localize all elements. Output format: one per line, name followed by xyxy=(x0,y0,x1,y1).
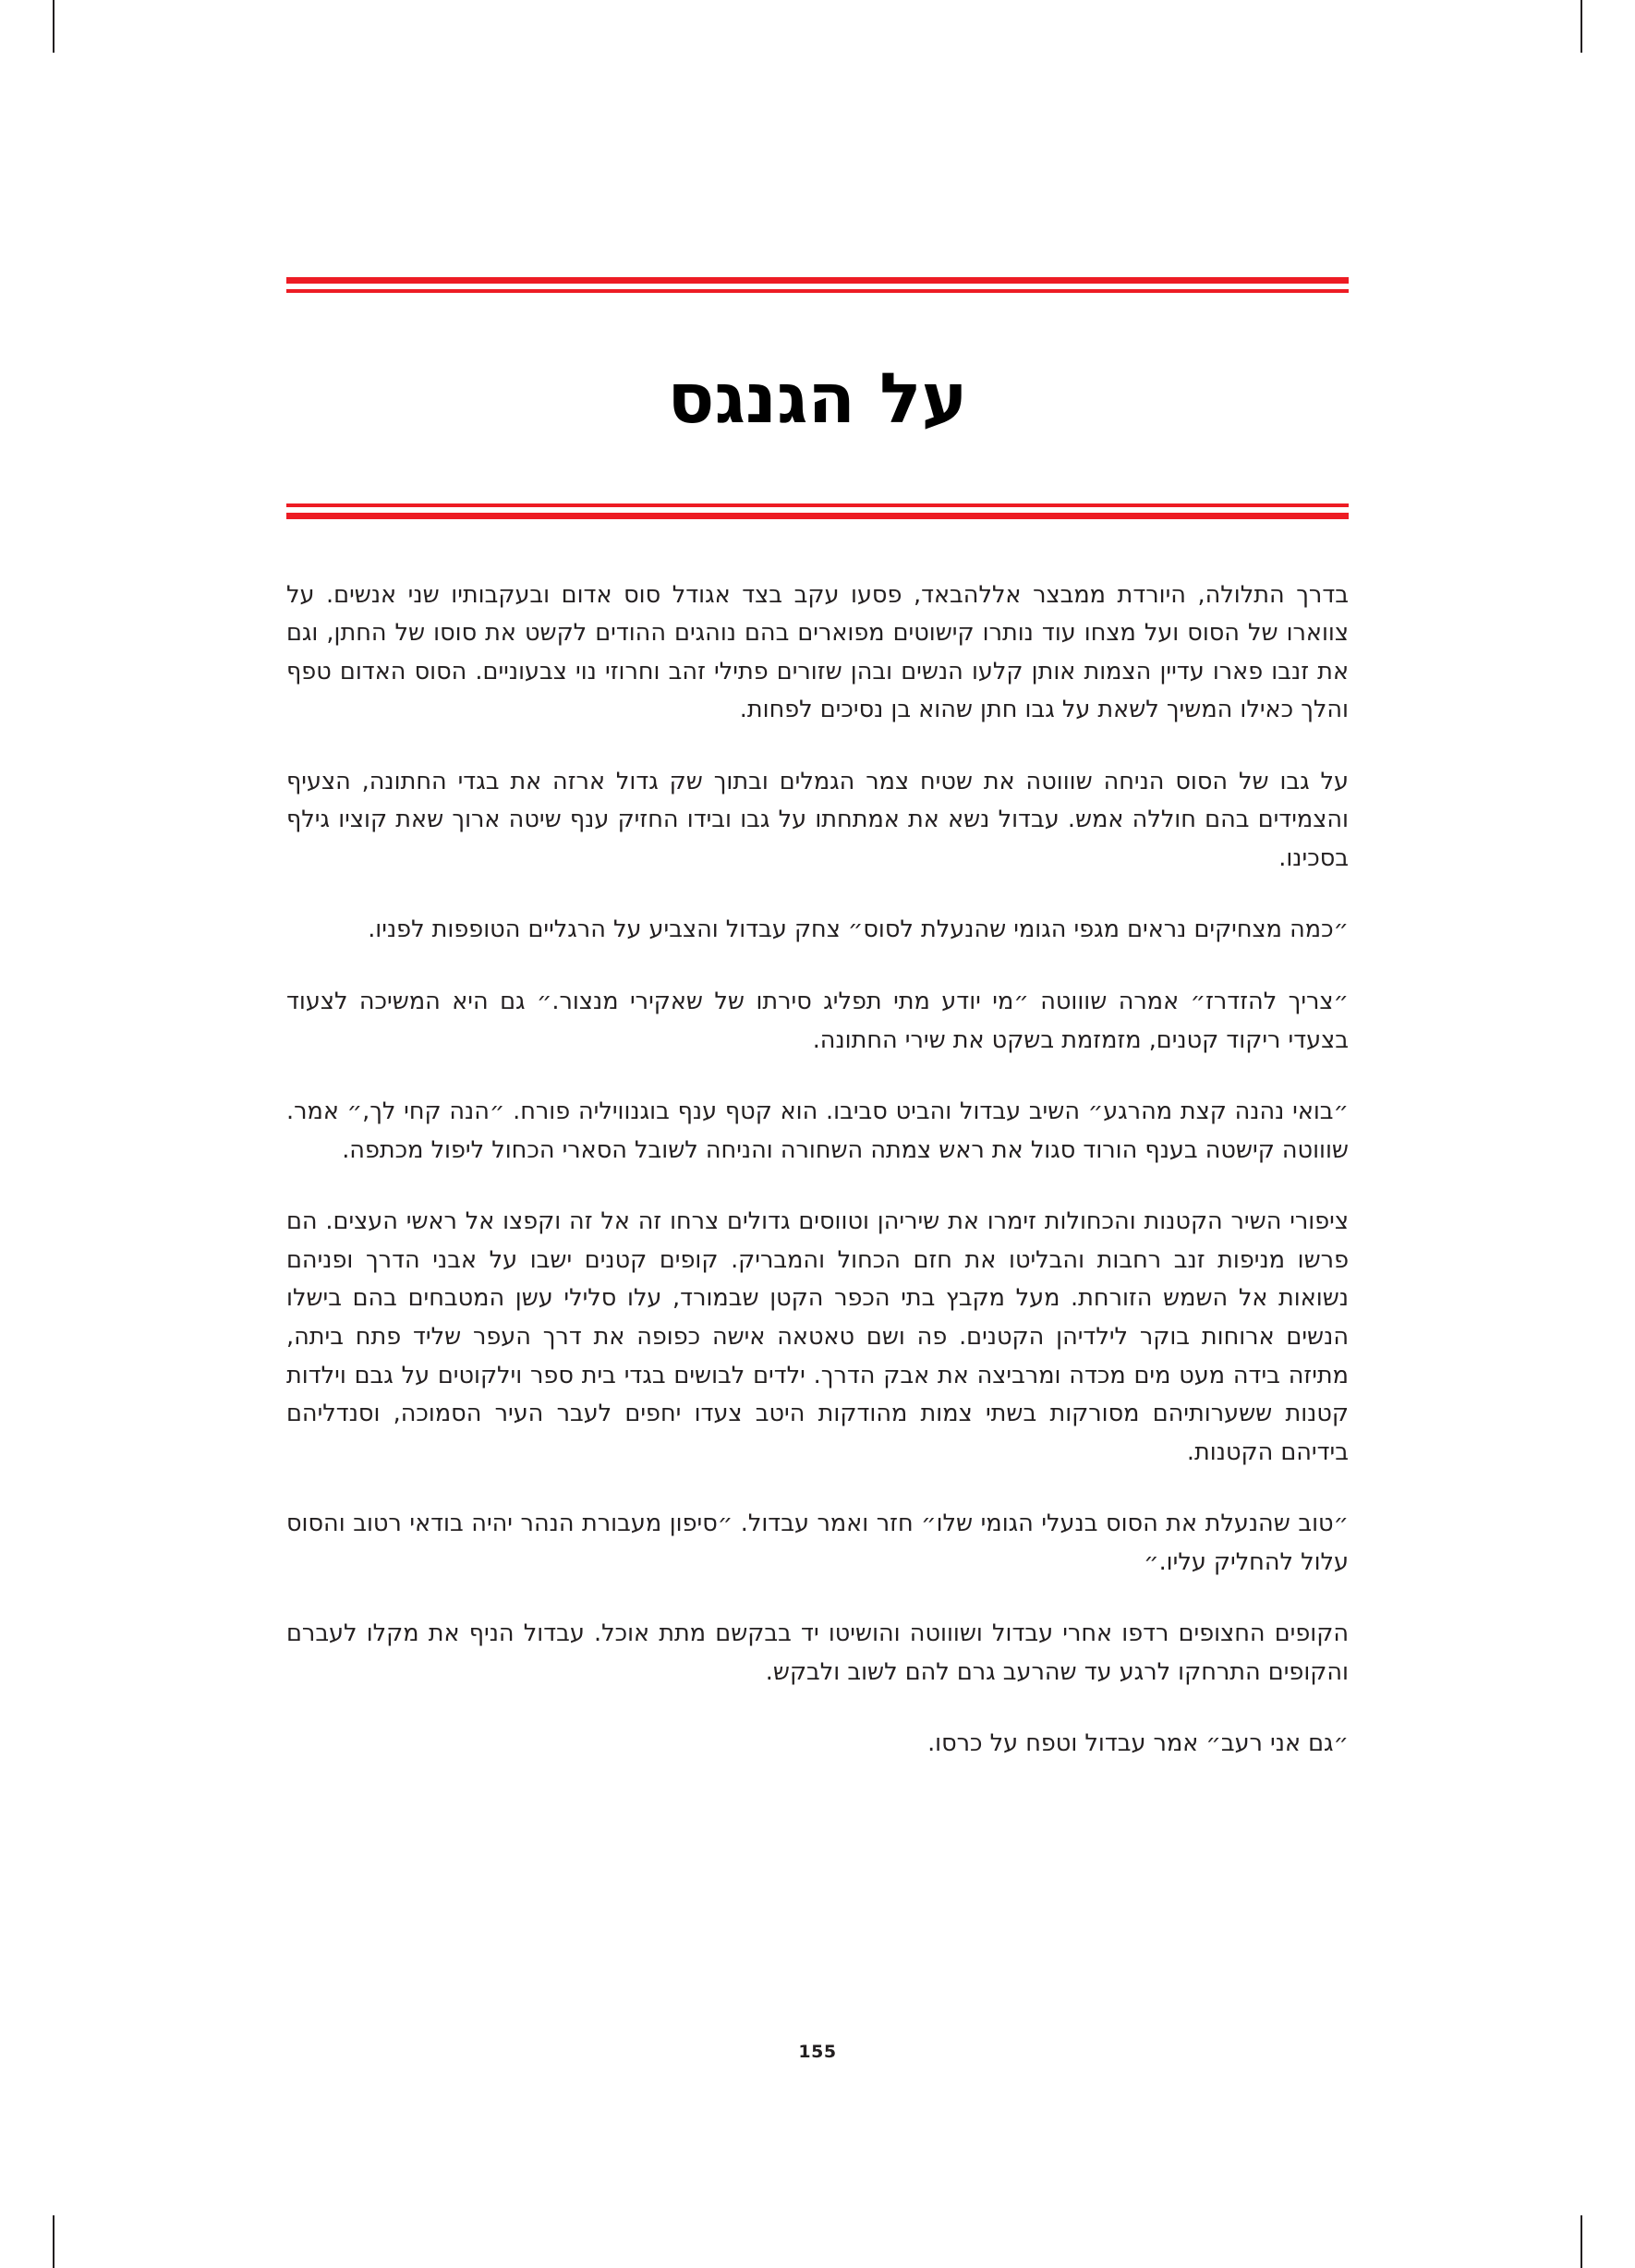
page-content xyxy=(286,277,1349,1764)
page-title: על הגנגס xyxy=(667,358,968,440)
paragraph: בדרך התלולה, היורדת ממבצר אללהבאד, פסעו עקב בצד אגודל סוס אדום ובעקבותיו שני אנשים. על צווארו של הסוס ועל מצחו עוד נותרו קישוטים מפוארים בהם נוהגים ההודים לקשט את סוסו של החתן, וגם את זנבו פארו עדיין הצמות אותן קלעו הנשים ובהן שזורים פתילי זהב וחרוזי נוי צבעוניים. הסוס האדום טפף והלך כאילו המשיך לשאת על גבו חתן שהוא בן נסיכים לפחות. xyxy=(286,580,1349,724)
crop-mark-top-left xyxy=(53,0,54,53)
crop-mark-bottom-right xyxy=(1580,2215,1582,2268)
title-rule-top-outer xyxy=(286,277,1349,284)
paragraph: ״צריך להזדרז״ אמרה שוווטה ״מי יודע מתי תפליג סירתו של שאקירי מנצור.״ גם היא המשיכה לצעוד בצעדי ריקוד קטנים, מזמזמת בשקט את שירי החתונה. xyxy=(286,988,1349,1054)
title-rule-bottom-inner xyxy=(286,513,1349,519)
crop-mark-bottom-left xyxy=(53,2215,54,2268)
paragraph: על גבו של הסוס הניחה שוווטה את שטיח צמר הגמלים ובתוך שק גדול ארזה את בגדי החתונה, הצעיף והצמידים בהם חוללה אמש. עבדול נשא את אמתחתו על גבו ובידו החזיק ענף שיטה ארוך שאת קוציו גילף בסכינו. xyxy=(286,767,1349,872)
chapter-title-block xyxy=(286,277,1349,519)
paragraph: ״גם אני רעב״ אמר עבדול וטפח על כרסו. xyxy=(927,1729,1349,1758)
paragraph: ״כמה מצחיקים נראים מגפי הגומי שהנעלת לסוס״ צחק עבדול והצביע על הרגליים הטופפות לפניו. xyxy=(368,916,1349,944)
paragraph: הקופים החצופים רדפו אחרי עבדול ושוווטה והושיטו יד בבקשם מתת אוכל. עבדול הניף את מקלו לעברם והקופים התרחקו לרגע עד שהרעב גרם להם לשוב ולבקש. xyxy=(286,1619,1349,1686)
paragraph: ״טוב שהנעלת את הסוס בנעלי הגומי שלו״ חזר ואמר עבדול. ״סיפון מעבורת הנהר יהיה בודאי רטוב והסוס עלול להחליק עליו.״ xyxy=(286,1510,1349,1576)
title-rule-top-inner xyxy=(286,289,1349,293)
body-text xyxy=(286,576,1349,1765)
crop-mark-top-right xyxy=(1580,0,1582,53)
paragraph: ציפורי השיר הקטנות והכחולות זימרו את שיריהן וטווסים גדולים צרחו זה אל זה וקפצו אל ראשי העצים. הם פרשו מניפות זנב רחבות והבליטו את חזם הכחול והמבריק. קופים קטנים ישבו על אבני הדרך ופניהם נשואות אל השמש הזורחת. מעל מקבץ בתי הכפר הקטן שבמורד, עלו סלילי עשן המטבחים בהם בישלו הנשים ארוחות בוקר לילדיהן הקטנים. פה ושם טאטאה אישה כפופה את דרך העפר שליד פתח ביתה, מתיזה בידה מעט מים מכדה ומרביצה את אבק הדרך. ילדים לבושים בגדי בית ספר וילקוטים על גבם וילדות קטנות ששערותיהם מסורקות בשתי צמות מהודקות היטב צעדו יחפים לעבר העיר הסמוכה, וסנדליהם בידיהם הקטנות. xyxy=(286,1207,1349,1466)
paragraph: ״בואי נהנה קצת מהרגע״ השיב עבדול והביט סביבו. הוא קטף ענף בוגנוויליה פורח. ״הנה קחי לך,״ אמר. שוווטה קישטה בענף הורוד סגול את ראש צמתה השחורה והניחה לשובל הסארי הכחול ליפול מכתפה. xyxy=(286,1098,1349,1164)
page-number: 155 xyxy=(798,2042,837,2062)
